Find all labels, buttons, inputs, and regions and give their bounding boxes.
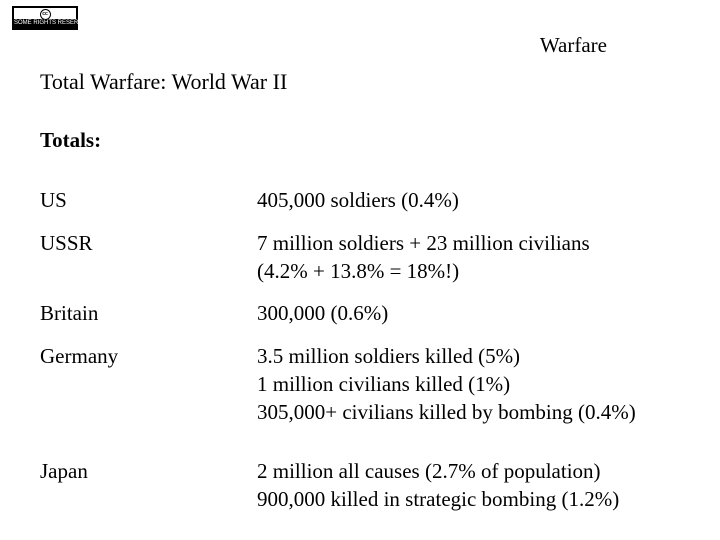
casualty-details	[257, 299, 388, 327]
country-name: US	[40, 188, 67, 212]
totals-label: Totals:	[40, 128, 102, 152]
detail-line: 7 million soldiers + 23 million civilians	[257, 231, 590, 255]
section-heading: Warfare	[539, 33, 607, 57]
detail-line: 2 million all causes (2.7% of population)	[257, 459, 601, 483]
casualty-details	[257, 186, 459, 214]
casualty-details	[257, 229, 590, 285]
casualty-details	[257, 457, 619, 513]
country-name: Britain	[40, 301, 99, 325]
country-name: Germany	[40, 344, 119, 368]
detail-line: 1 million civilians killed (1%)	[257, 372, 511, 396]
detail-line: 405,000 soldiers (0.4%)	[257, 188, 459, 212]
detail-line: 3.5 million soldiers killed (5%)	[257, 344, 521, 368]
cc-badge-label: SOME RIGHTS RESERVED	[14, 20, 91, 26]
detail-line: 305,000+ civilians killed by bombing (0.4%)	[257, 400, 636, 424]
casualty-details	[257, 342, 636, 426]
detail-line: 900,000 killed in strategic bombing (1.2%)	[257, 487, 620, 511]
cc-badge-top	[14, 8, 76, 19]
creative-commons-badge[interactable]	[12, 6, 91, 30]
country-name: USSR	[40, 231, 93, 255]
cc-logo-icon: cc	[40, 9, 51, 20]
page-title: Total Warfare: World War II	[40, 69, 288, 94]
detail-line: 300,000 (0.6%)	[257, 301, 389, 325]
country-name: Japan	[40, 459, 88, 483]
detail-line: (4.2% + 13.8% = 18%!)	[257, 259, 460, 283]
